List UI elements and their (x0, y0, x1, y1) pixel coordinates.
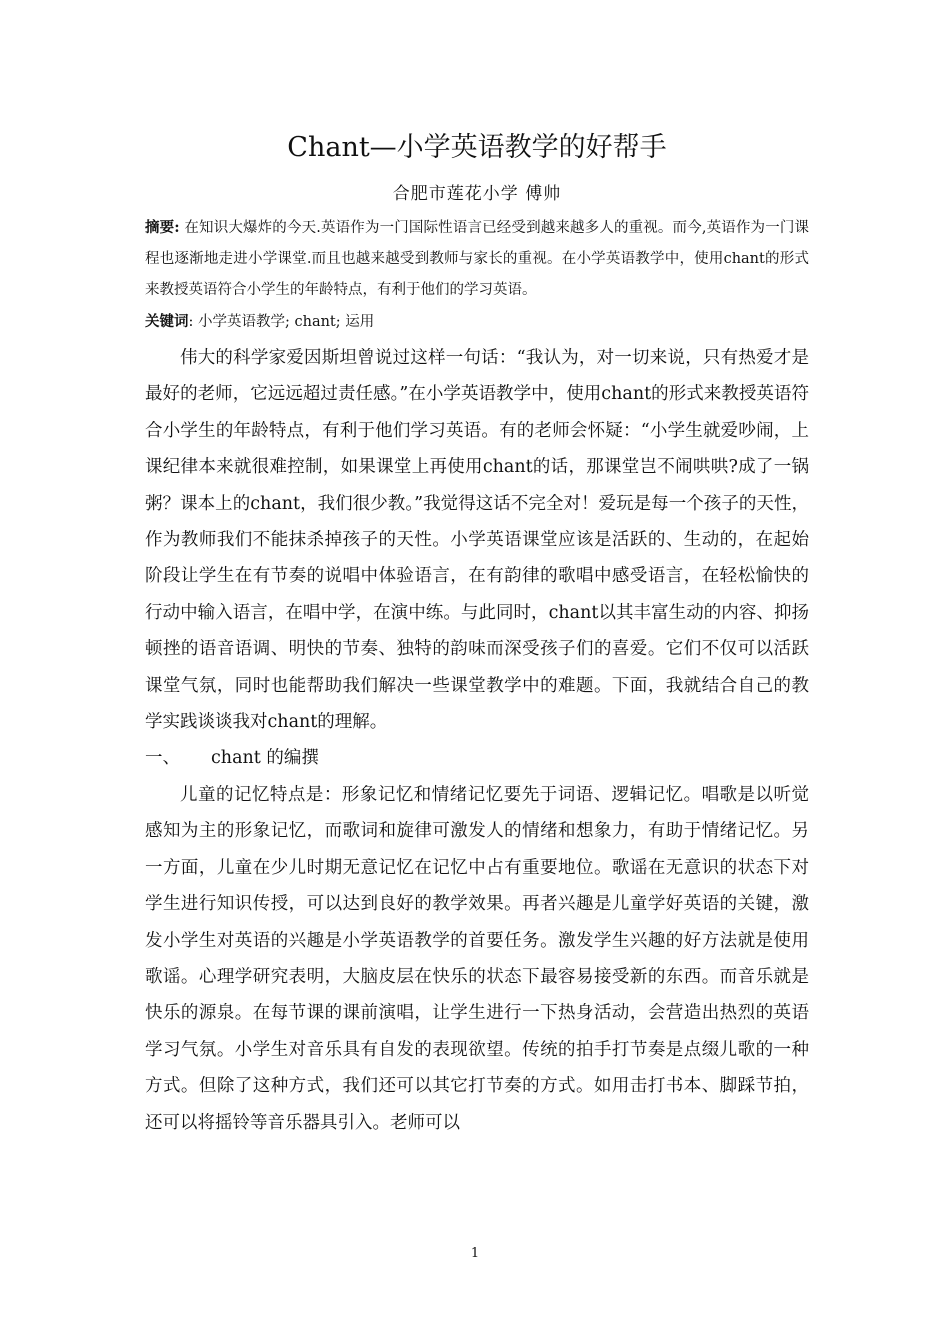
document-title: Chant—小学英语教学的好帮手 (287, 132, 667, 163)
section-title: chant 的编撰 (211, 748, 319, 769)
body-paragraph-2: 儿童的记忆特点是：形象记忆和情绪记忆要先于词语、逻辑记忆。唱歌是以听觉感知为主的形象记忆，而歌词和旋律可激发人的情绪和想象力，有助于情绪记忆。另一方面，儿童在少儿时期无意记忆在记忆中占有重要地位。歌谣在无意识的状态下对学生进行知识传授，可以达到良好的教学效果。再者兴趣是儿童学好英语的关键，激发小学生对英语的兴趣是小学英语教学的首要任务。激发学生兴趣的好方法就是使用歌谣。心理学研究表明，大脑皮层在快乐的状态下最容易接受新的东西。而音乐就是快乐的源泉。在每节课的课前演唱，让学生进行一下热身活动，会营造出热烈的英语学习气氛。小学生对音乐具有自发的表现欲望。传统的拍手打节奏是点缀儿歌的一种方式。但除了这种方式，我们还可以其它打节奏的方式。如用击打书本、脚踩节拍，还可以将摇铃等音乐器具引入。老师可以 (145, 784, 809, 1133)
section-heading-1 (145, 740, 809, 776)
abstract-label: 摘要: (145, 219, 180, 236)
body-paragraph-1: 伟大的科学家爱因斯坦曾说过这样一句话：“我认为，对一切来说，只有热爱才是最好的老师，它远远超过责任感。”在小学英语教学中，使用chant的形式来教授英语符合小学生的年龄特点，有利于他们学习英语。有的老师会怀疑：“小学生就爱吵闹，上课纪律本来就很难控制，如果课堂上再使用chant的话，那课堂岂不闹哄哄?成了一锅粥？课本上的chant，我们很少教。”我觉得这话不完全对！爱玩是每一个孩子的天性，作为教师我们不能抹杀掉孩子的天性。小学英语课堂应该是活跃的、生动的，在起始阶段让学生在有节奏的说唱中体验语言，在有韵律的歌唱中感受语言，在轻松愉快的行动中输入语言，在唱中学，在演中练。与此同时，chant以其丰富生动的内容、抑扬顿挫的语音语调、明快的节奏、独特的韵味而深受孩子们的喜爱。它们不仅可以活跃课堂气氛，同时也能帮助我们解决一些课堂教学中的难题。下面，我就结合自己的教学实践谈谈我对chant的理解。 (145, 348, 809, 733)
document-body (145, 126, 809, 1141)
keywords-text: : 小学英语教学; chant; 运用 (188, 314, 375, 330)
page-number: 1 (470, 1246, 480, 1261)
keywords-label: 关键词 (145, 313, 189, 330)
author-line: 合肥市莲花小学 傅帅 (392, 184, 562, 204)
abstract-text: 在知识大爆炸的今天.英语作为一门国际性语言已经受到越来越多人的重视。而今,英语作为一门课程也逐渐地走进小学课堂.而且也越来越受到教师与家长的重视。在小学英语教学中，使用chant的形式来教授英语符合小学生的年龄特点，有利于他们的学习英语。 (145, 220, 809, 298)
abstract (145, 212, 809, 306)
section-number: 一、 (145, 748, 180, 769)
keywords (145, 306, 809, 338)
